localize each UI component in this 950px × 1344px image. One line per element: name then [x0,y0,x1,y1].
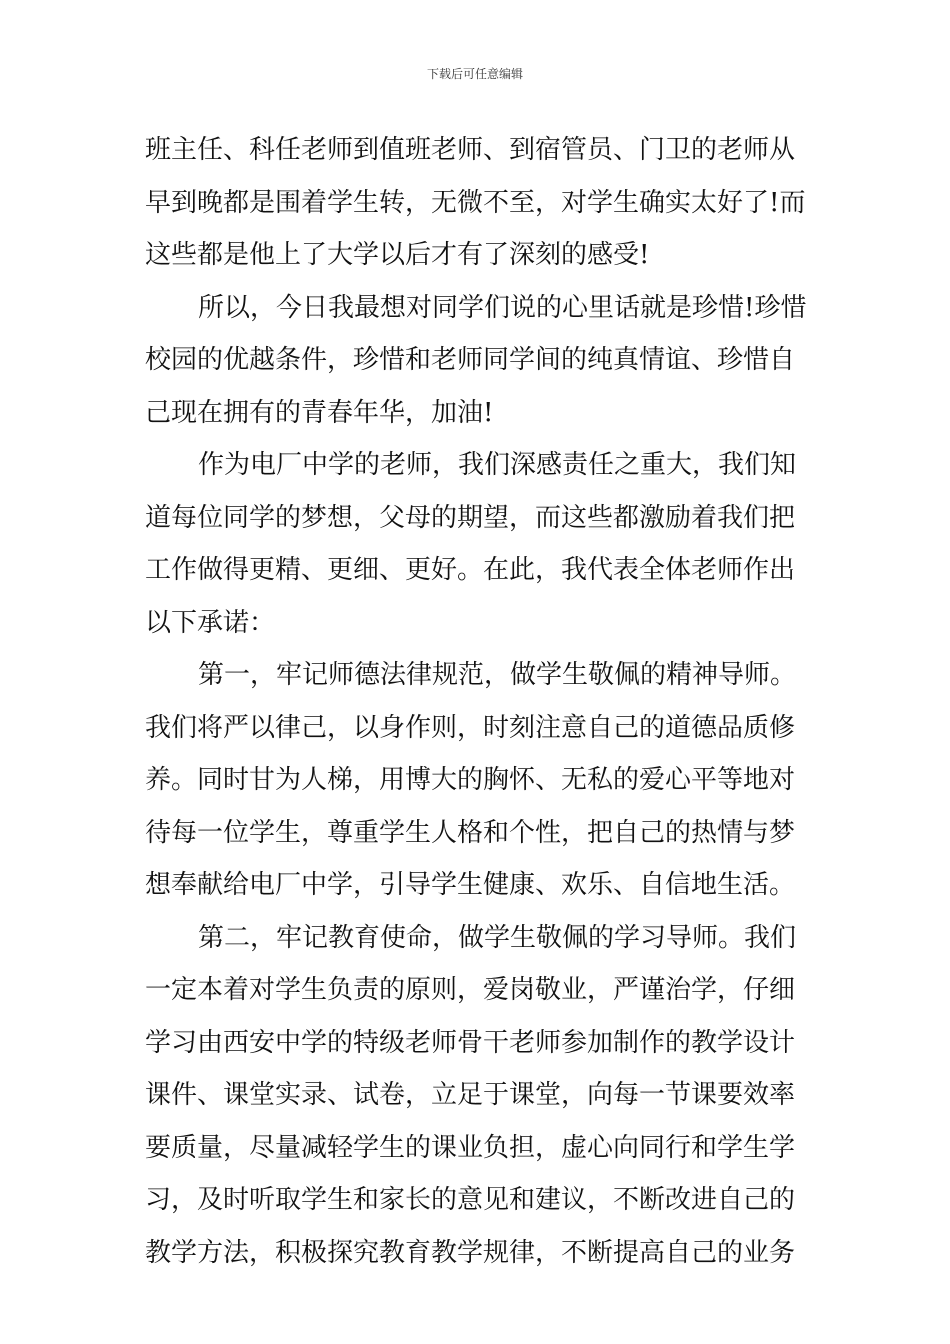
text-line: 道每位同学的梦想，父母的期望，而这些都激励着我们把 [145,502,796,533]
text-line: 教学方法，积极探究教育教学规律，不断提高自己的业务 [145,1237,796,1268]
text-line: 要质量，尽量减轻学生的课业负担，虚心向同行和学生学 [145,1132,796,1163]
text-line: 待每一位学生，尊重学生人格和个性，把自己的热情与梦 [145,817,796,848]
text-line: 早到晚都是围着学生转，无微不至，对学生确实太好了!而 [145,187,806,218]
page-header: 下载后可任意编辑 [426,67,523,81]
text-line: 养。同时甘为人梯，用博大的胸怀、无私的爱心平等地对 [145,765,796,795]
text-line: 学习由西安中学的特级老师骨干老师参加制作的教学设计 [145,1027,796,1058]
text-line: 一定本着对学生负责的原则，爱岗敬业，严谨治学，仔细 [145,975,796,1005]
text-line: 己现在拥有的青春年华，加油! [145,397,494,428]
text-line: 想奉献给电厂中学，引导学生健康、欢乐、自信地生活。 [145,870,796,900]
text-line: 以下承诺： [145,607,276,638]
text-line: 班主任、科任老师到值班老师、到宿管员、门卫的老师从 [145,135,796,165]
paragraph-first-line: 所以，今日我最想对同学们说的心里话就是珍惜!珍惜 [198,292,807,323]
document-body [145,124,810,1279]
paragraph-first-line: 第二，牢记教育使命，做学生敬佩的学习导师。我们 [198,922,797,953]
text-line: 我们将严以律己，以身作则，时刻注意自己的道德品质修 [145,712,796,743]
text-line: 校园的优越条件，珍惜和老师同学间的纯真情谊、珍惜自 [145,345,796,375]
text-line: 工作做得更精、更细、更好。在此，我代表全体老师作出 [145,555,796,585]
text-line: 这些都是他上了大学以后才有了深刻的感受! [145,240,650,270]
text-line: 课件、课堂实录、试卷，立足于课堂，向每一节课要效率 [145,1080,796,1110]
paragraph-first-line: 第一，牢记师德法律规范，做学生敬佩的精神导师。 [198,660,797,690]
text-line: 习，及时听取学生和家长的意见和建议，不断改进自己的 [145,1185,796,1215]
paragraph-first-line: 作为电厂中学的老师，我们深感责任之重大，我们知 [198,450,797,480]
